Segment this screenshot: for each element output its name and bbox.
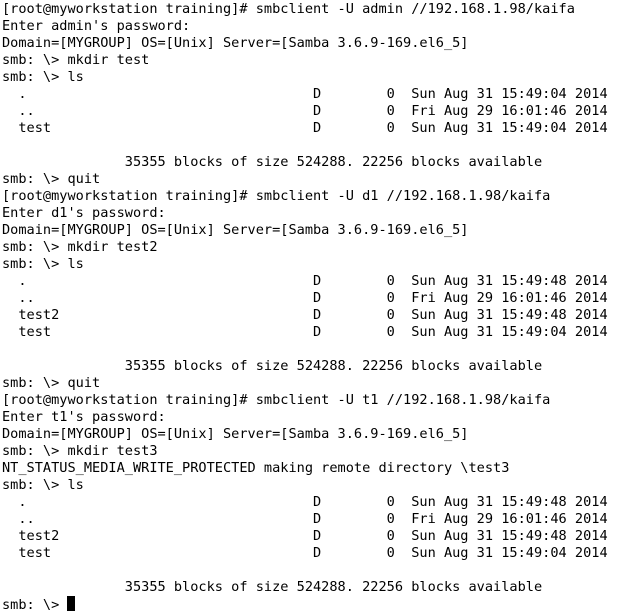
terminal-line: .. D 0 Fri Aug 29 16:01:46 2014 (2, 290, 608, 306)
terminal-line: smb: \> ls (2, 69, 84, 85)
terminal-line (2, 562, 639, 579)
terminal-line: .. D 0 Fri Aug 29 16:01:46 2014 (2, 511, 608, 527)
terminal-line: Enter admin's password: (2, 18, 191, 34)
terminal-line: smb: \> mkdir test2 (2, 239, 158, 255)
terminal-line: 35355 blocks of size 524288. 22256 blocks available (2, 154, 543, 170)
terminal-window[interactable] (2, 1, 639, 612)
terminal-line: smb: \> quit (2, 171, 101, 187)
prompt-text: smb: \> (2, 597, 68, 612)
terminal-line: smb: \> ls (2, 256, 84, 272)
terminal-line: . D 0 Sun Aug 31 15:49:04 2014 (2, 86, 608, 102)
terminal-line: .. D 0 Fri Aug 29 16:01:46 2014 (2, 103, 608, 119)
terminal-output (2, 1, 639, 596)
terminal-prompt-line[interactable] (2, 596, 639, 612)
terminal-line: smb: \> mkdir test (2, 52, 150, 68)
terminal-line: smb: \> mkdir test3 (2, 443, 158, 459)
terminal-line: NT_STATUS_MEDIA_WRITE_PROTECTED making remote directory \test3 (2, 460, 510, 476)
terminal-line: Domain=[MYGROUP] OS=[Unix] Server=[Samba 3.6.9-169.el6_5] (2, 222, 469, 238)
terminal-line: test D 0 Sun Aug 31 15:49:04 2014 (2, 545, 608, 561)
terminal-line: Enter t1's password: (2, 409, 166, 425)
terminal-line (2, 341, 639, 358)
terminal-line: [root@myworkstation training]# smbclient -U t1 //192.168.1.98/kaifa (2, 392, 551, 408)
terminal-line: Domain=[MYGROUP] OS=[Unix] Server=[Samba 3.6.9-169.el6_5] (2, 426, 469, 442)
terminal-line: . D 0 Sun Aug 31 15:49:48 2014 (2, 494, 608, 510)
terminal-line: 35355 blocks of size 524288. 22256 blocks available (2, 579, 543, 595)
text-cursor (67, 596, 75, 611)
terminal-line: Enter d1's password: (2, 205, 166, 221)
terminal-line: [root@myworkstation training]# smbclient -U admin //192.168.1.98/kaifa (2, 1, 575, 17)
terminal-line: 35355 blocks of size 524288. 22256 blocks available (2, 358, 543, 374)
terminal-line: . D 0 Sun Aug 31 15:49:48 2014 (2, 273, 608, 289)
terminal-line: Domain=[MYGROUP] OS=[Unix] Server=[Samba 3.6.9-169.el6_5] (2, 35, 469, 51)
terminal-line: smb: \> quit (2, 375, 101, 391)
terminal-line (2, 137, 639, 154)
terminal-line: test2 D 0 Sun Aug 31 15:49:48 2014 (2, 528, 608, 544)
terminal-line: [root@myworkstation training]# smbclient -U d1 //192.168.1.98/kaifa (2, 188, 551, 204)
terminal-line: test2 D 0 Sun Aug 31 15:49:48 2014 (2, 307, 608, 323)
terminal-line: smb: \> ls (2, 477, 84, 493)
terminal-line: test D 0 Sun Aug 31 15:49:04 2014 (2, 120, 608, 136)
terminal-line: test D 0 Sun Aug 31 15:49:04 2014 (2, 324, 608, 340)
